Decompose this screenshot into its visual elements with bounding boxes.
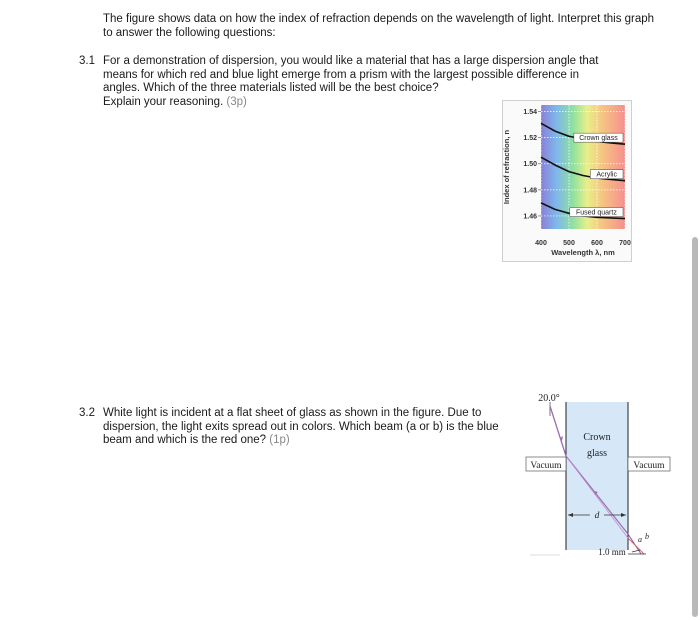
glass-label-line2: glass — [587, 448, 607, 459]
thickness-label: 1.0 mm — [598, 547, 626, 557]
series-label: Fused quartz — [575, 209, 617, 217]
y-tick-label: 1.54 — [523, 109, 537, 117]
angle-label: 20.0° — [538, 393, 560, 404]
x-tick-label: 500 — [563, 240, 575, 247]
question-body — [103, 407, 513, 448]
x-tick-label: 700 — [619, 240, 631, 247]
d-label: d — [594, 511, 600, 521]
points-label: (1p) — [269, 434, 290, 446]
question-number: 3.1 — [79, 55, 95, 67]
question-text: White light is incident at a flat sheet of glass as shown in the figure. Due to dispersion, the light exits spread out in colors. Which beam (a or b) is the blue beam and which is the red one? — [103, 407, 499, 446]
x-tick-label: 600 — [591, 240, 603, 247]
y-tick-label: 1.48 — [523, 187, 537, 195]
glass-label-line1: Crown — [583, 432, 611, 443]
question-instruction: Explain your reasoning. — [103, 95, 224, 108]
x-axis-label: Wavelength λ, nm — [551, 248, 615, 257]
vacuum-right-label: Vacuum — [633, 461, 665, 471]
beam-b-label: b — [645, 532, 649, 541]
y-axis-ticks — [523, 109, 541, 220]
scrollbar-track[interactable] — [690, 0, 700, 620]
question-text: For a demonstration of dispersion, you would like a material that has a large dispersion angle that means for which red and blue light emerge from a prism with the largest possible difference in angles. Which of the three materials listed will be the best choice? — [103, 55, 599, 94]
scrollbar-thumb[interactable] — [692, 237, 698, 617]
series-label: Crown glass — [579, 135, 618, 143]
x-tick-label: 400 — [535, 240, 547, 247]
incident-beam — [550, 406, 566, 456]
glass-sheet — [566, 402, 628, 550]
points-label: (3p) — [226, 95, 247, 108]
y-tick-label: 1.50 — [523, 161, 537, 169]
beam-a-label: a — [638, 535, 642, 544]
vacuum-left-label: Vacuum — [530, 461, 562, 471]
x-axis-ticks — [535, 240, 631, 247]
y-axis-label: Index of refraction, n — [502, 129, 511, 205]
intro-text: The figure shows data on how the index of refraction depends on the wavelength of light. Interpret this graph to answer the following questions: — [103, 13, 655, 39]
y-tick-label: 1.52 — [523, 135, 537, 143]
question-number: 3.2 — [79, 407, 95, 419]
glass-sheet-figure — [520, 390, 690, 565]
y-tick-label: 1.46 — [523, 213, 537, 221]
dispersion-chart-svg — [503, 101, 631, 261]
dispersion-chart — [502, 100, 632, 262]
series-label: Acrylic — [596, 171, 617, 179]
